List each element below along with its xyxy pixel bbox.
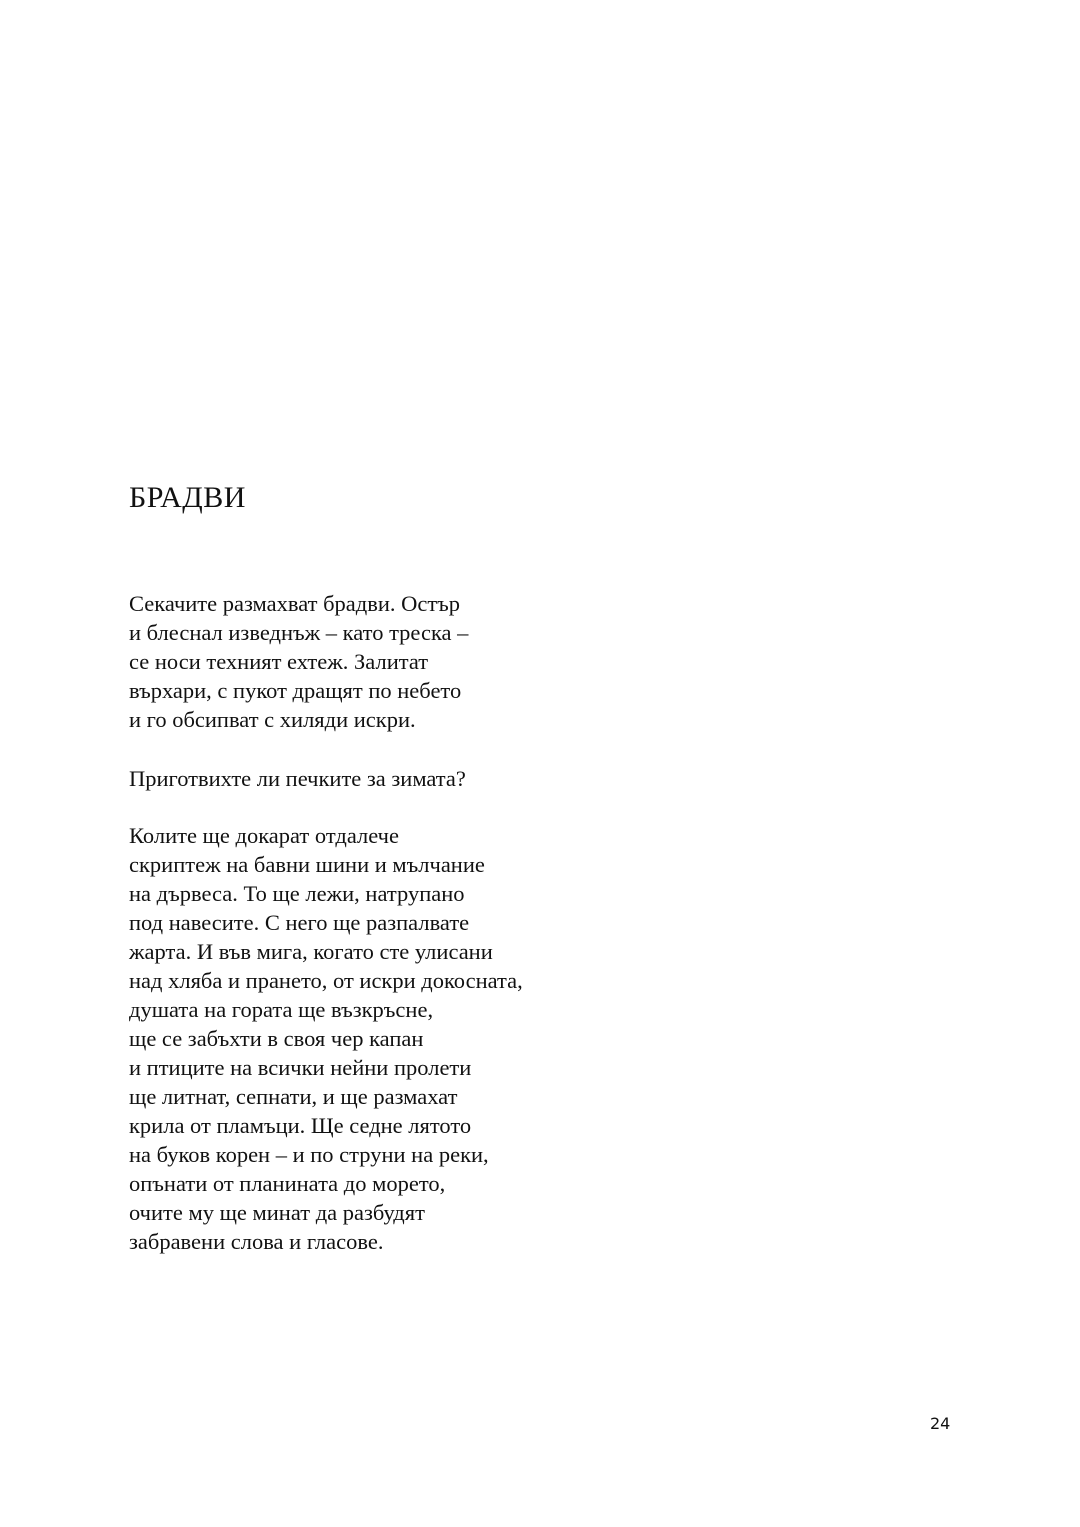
poem-line: ще се забъхти в своя чер капан <box>129 1026 424 1051</box>
poem-stanza-3 <box>129 821 523 1256</box>
poem-line: Колите ще докарат отдалече <box>129 823 399 848</box>
poem-title: БРАДВИ <box>129 481 246 514</box>
poem-line: жарта. И във мига, когато сте улисани <box>129 939 493 964</box>
poem-line: опънати от планината до морето, <box>129 1171 446 1196</box>
poem-line: под навесите. С него ще разпалвате <box>129 910 470 935</box>
page-number: 24 <box>930 1414 951 1433</box>
poem-line: над хляба и прането, от искри докосната, <box>129 968 523 993</box>
poem-line: крила от пламъци. Ще седне лятото <box>129 1113 472 1138</box>
poem-line: и блеснал изведнъж – като треска – <box>129 620 469 645</box>
poem-stanza-2 <box>129 764 466 793</box>
poem-line: на дървеса. То ще лежи, натрупано <box>129 881 465 906</box>
poem-stanza-1 <box>129 589 468 734</box>
poem-line: се носи техният ехтеж. Залитат <box>129 649 429 674</box>
poem-line: Секачите размахват брадви. Остър <box>129 591 461 616</box>
poem-line: скриптеж на бавни шини и мълчание <box>129 852 485 877</box>
poem-line: Приготвихте ли печките за зимата? <box>129 766 466 791</box>
poem-line: забравени слова и гласове. <box>129 1229 384 1254</box>
poem-line: върхари, с пукот дращят по небето <box>129 678 462 703</box>
poem-line: и птиците на всички нейни пролети <box>129 1055 472 1080</box>
poem-line: и го обсипват с хиляди искри. <box>129 707 416 732</box>
poem-line: душата на гората ще възкръсне, <box>129 997 434 1022</box>
poem-line: на буков корен – и по струни на реки, <box>129 1142 489 1167</box>
poem-line: очите му ще минат да разбудят <box>129 1200 425 1225</box>
poem-line: ще литнат, сепнати, и ще размахат <box>129 1084 458 1109</box>
